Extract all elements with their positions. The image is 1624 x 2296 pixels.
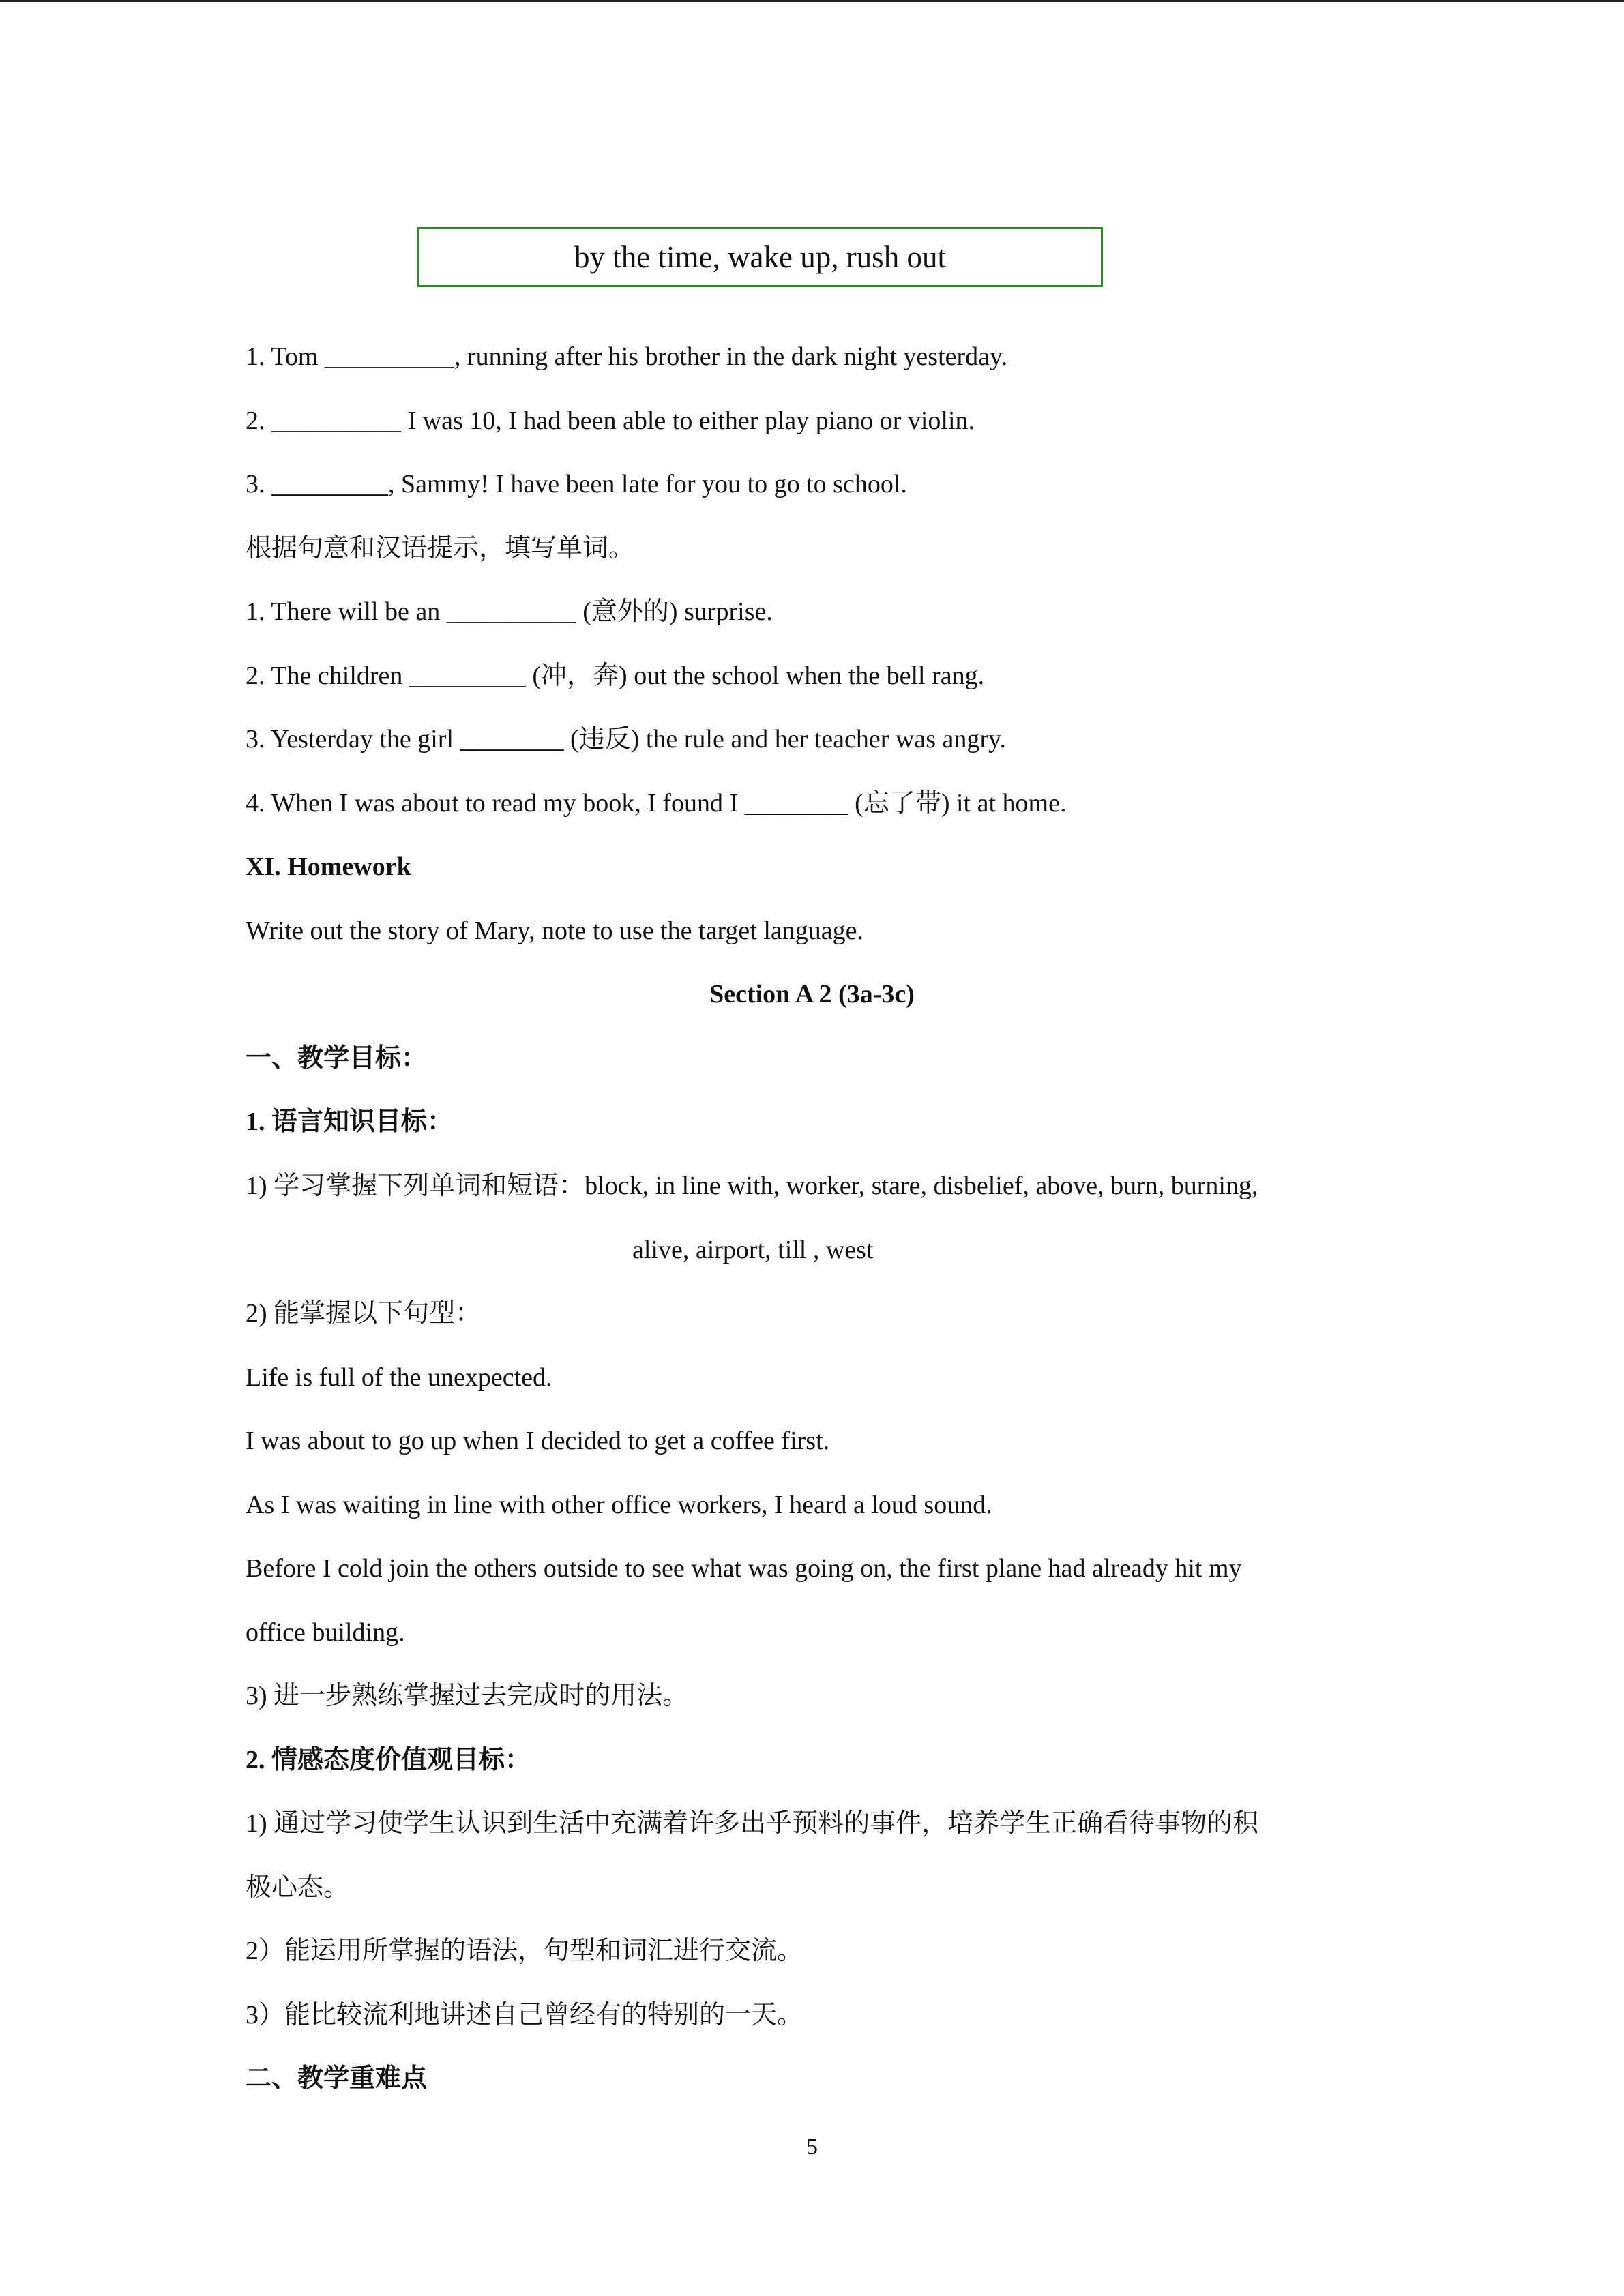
vocab-line-cont: alive, airport, till , west — [632, 1236, 874, 1264]
grammar-goal: 3) 进一步熟练掌握过去完成时的用法。 — [246, 1682, 689, 1710]
vocab-line: 1) 学习掌握下列单词和短语：block, in line with, worker, stare, disbelief, above, burn, burning, — [246, 1172, 1258, 1200]
word-bank-text: by the time, wake up, rush out — [574, 240, 946, 274]
sentence-heading: 2) 能掌握以下句型： — [246, 1299, 482, 1328]
emotion-goal-1-cont: 极心态。 — [246, 1873, 350, 1902]
sentence-3: As I was waiting in line with other office workers, I heard a loud sound. — [246, 1491, 992, 1519]
homework-heading: XI. Homework — [246, 852, 411, 881]
emotion-goal-1: 1) 通过学习使学生认识到生活中充满着许多出乎预料的事件，培养学生正确看待事物的积 — [246, 1809, 1259, 1838]
word-exercise-1: 1. There will be an __________ (意外的) surprise. — [246, 597, 773, 626]
homework-text: Write out the story of Mary, note to use the target language. — [246, 916, 863, 945]
word-exercise-4: 4. When I was about to read my book, I found I ________ (忘了带) it at home. — [246, 789, 1067, 818]
phrase-exercise-2: 2. __________ I was 10, I had been able to either play piano or violin. — [246, 406, 975, 435]
word-exercise-3: 3. Yesterday the girl ________ (违反) the rule and her teacher was angry. — [246, 725, 1007, 754]
goals-heading: 一、教学目标： — [246, 1044, 428, 1073]
top-border — [0, 0, 1624, 2]
key-points-heading: 二、教学重难点 — [246, 2064, 428, 2093]
page-number: 5 — [806, 2134, 818, 2160]
word-exercise-instruction: 根据句意和汉语提示，填写单词。 — [246, 534, 635, 563]
word-exercise-2: 2. The children _________ (冲，奔) out the school when the bell rang. — [246, 661, 985, 690]
emotion-goal-2: 2）能运用所掌握的语法，句型和词汇进行交流。 — [246, 1937, 803, 1965]
phrase-exercise-1: 1. Tom __________, running after his brother in the dark night yesterday. — [246, 342, 1008, 371]
sentence-4-cont: office building. — [246, 1618, 405, 1647]
sentence-1: Life is full of the unexpected. — [246, 1363, 552, 1392]
word-bank-box — [417, 227, 1103, 287]
sentence-2: I was about to go up when I decided to get a coffee first. — [246, 1427, 830, 1455]
phrase-exercise-3: 3. _________, Sammy! I have been late for you to go to school. — [246, 470, 907, 498]
sentence-4: Before I cold join the others outside to see what was going on, the first plane had already hit my — [246, 1554, 1242, 1583]
language-goal-heading: 1. 语言知识目标： — [246, 1107, 454, 1136]
emotion-goal-3: 3）能比较流利地讲述自己曾经有的特别的一天。 — [246, 2001, 803, 2029]
emotion-heading: 2. 情感态度价值观目标： — [246, 1746, 531, 1774]
section-title: Section A 2 (3a-3c) — [709, 980, 915, 1009]
